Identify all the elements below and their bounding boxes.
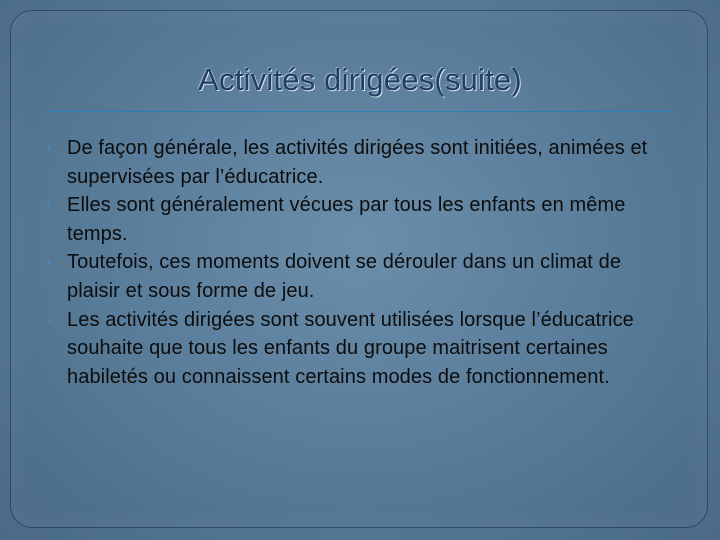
bullet-item	[46, 191, 666, 248]
bullet-item	[46, 248, 666, 305]
title-divider	[46, 111, 676, 112]
bullet-item	[46, 306, 666, 392]
bullet-text: De façon générale, les activités dirigées sont initiées, animées et supervisées par l’éducatrice.	[67, 137, 648, 188]
bullet-text: Toutefois, ces moments doivent se dérouler dans un climat de plaisir et sous forme de jeu.	[67, 251, 622, 302]
bullet-text: Les activités dirigées sont souvent utilisées lorsque l’éducatrice souhaite que tous les enfants du groupe maitrisent certaines habiletés ou connaissent certains modes de fonctionnement.	[67, 308, 634, 388]
bullet-list	[46, 134, 666, 391]
bullet-icon	[47, 147, 50, 150]
bullet-item	[46, 134, 666, 191]
bullet-icon	[47, 204, 50, 207]
bullet-text: Elles sont généralement vécues par tous les enfants en même temps.	[67, 194, 626, 245]
bullet-icon	[47, 319, 50, 322]
slide-title: Activités dirigées(suite)	[198, 62, 522, 97]
bullet-icon	[47, 261, 50, 264]
